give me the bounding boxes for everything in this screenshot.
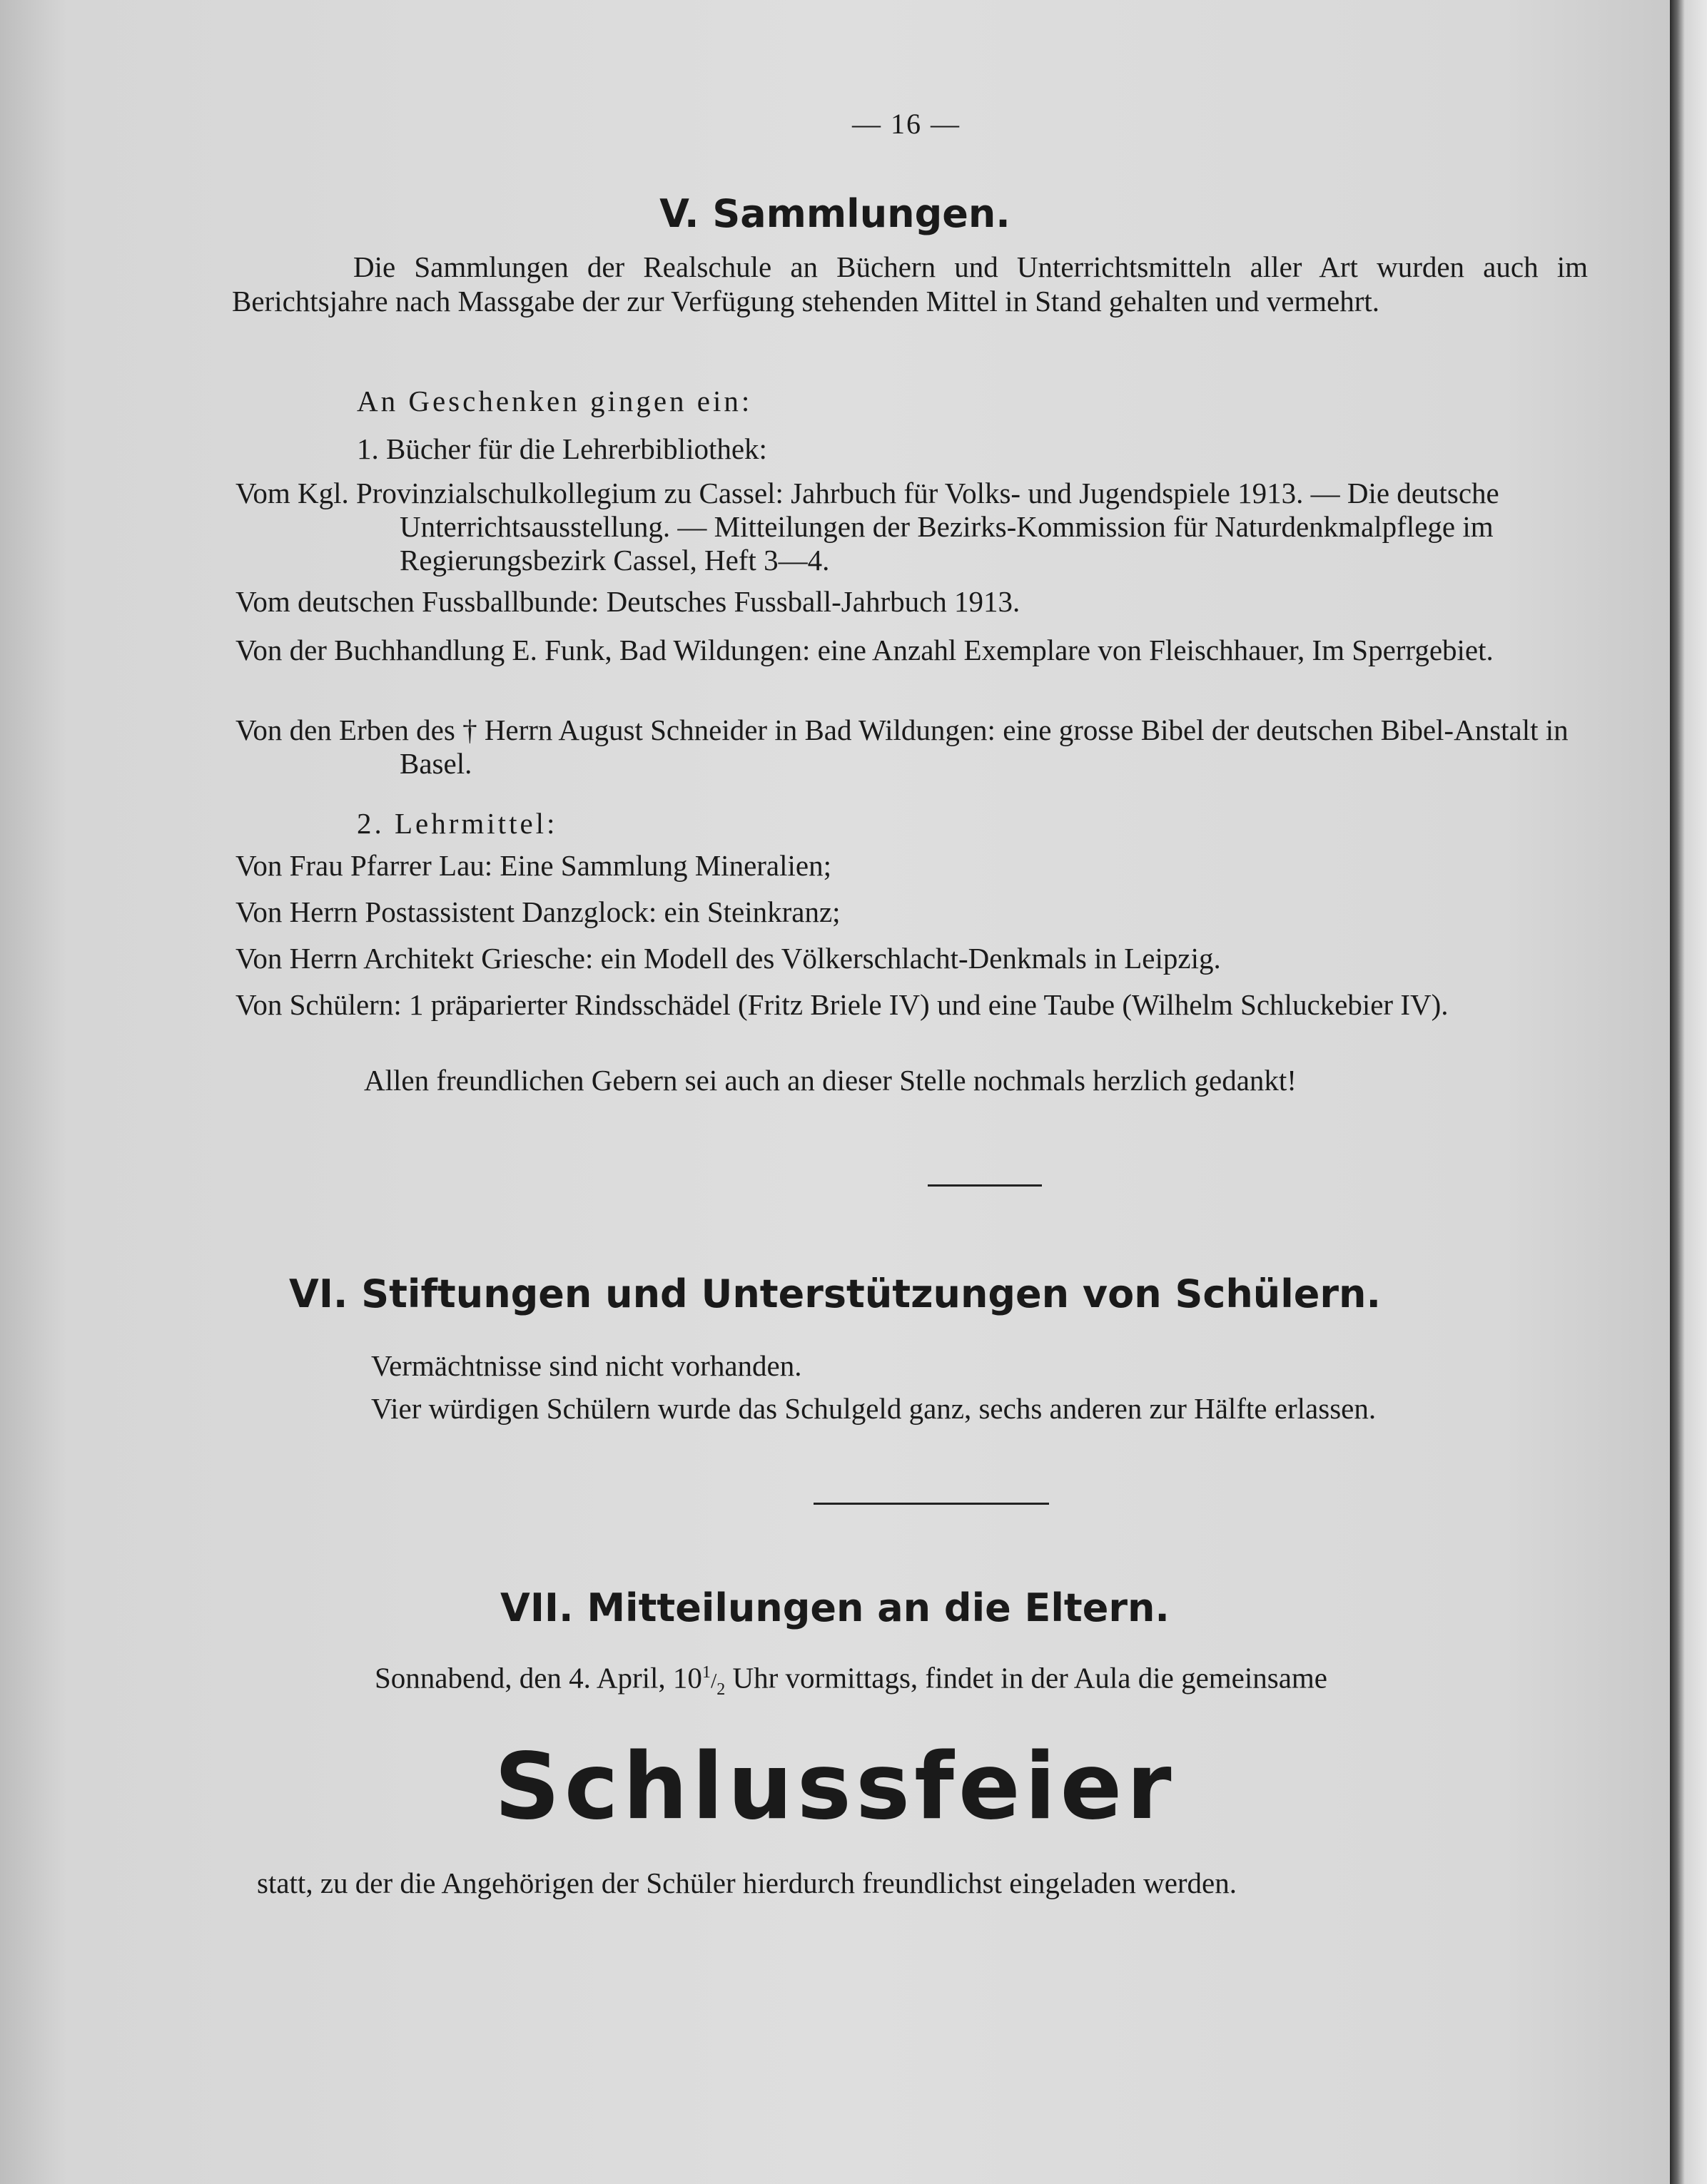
gifts-label: An Geschenken gingen ein: (357, 385, 753, 417)
page-number: — 16 — (852, 108, 961, 140)
material-entry: Von Herrn Postassistent Danzglock: ein Steinkranz; (235, 895, 841, 928)
section-5-heading: V. Sammlungen. (659, 191, 1010, 236)
section-7-line-1: Sonnabend, den 4. April, $10^1/_2$ Uhr vormittags, findet in der Aula die gemeinsame (375, 1661, 1327, 1699)
page-edge (1670, 0, 1707, 2184)
section-7-heading: VII. Mitteilungen an die Eltern. (500, 1585, 1170, 1630)
section-7-line-2: statt, zu der die Angehörigen der Schüler hierdurch freundlichst eingeladen werden. (257, 1866, 1237, 1899)
schlussfeier-title: Schlussfeier (494, 1734, 1176, 1840)
book-entry: Vom deutschen Fussballbunde: Deutsches Fussball-Jahrbuch 1913. (235, 585, 1020, 618)
books-label: 1. Bücher für die Lehrerbibliothek: (357, 432, 767, 465)
material-entry: Von Herrn Architekt Griesche: ein Modell des Völkerschlacht-Denkmals in Leipzig. (235, 942, 1221, 975)
section-5-intro: Die Sammlungen der Realschule an Büchern und Unterrichtsmitteln aller Art wurden auch im Berichtsjahre nach Massgabe der zur Verfügung stehenden Mittel in Stand gehalten und vermehrt. (232, 250, 1588, 318)
fraction-numerator: 1 (701, 1663, 711, 1682)
time-text: Uhr vormittags, findet in der Aula die gemeinsame (725, 1661, 1327, 1695)
book-entry: Vom Kgl. Provinzialschulkollegium zu Cassel: Jahrbuch für Volks- und Jugendspiele 1913. — Die deutsche Unterrichtsausstellung. — Mitteilungen der Bezirks-Kommission für Naturdenkmalpflege im Regierungsbezirk Cassel, Heft 3—4. (235, 477, 1499, 577)
section-6-line-2: Vier würdigen Schülern wurde das Schulgeld ganz, sechs anderen zur Hälfte erlassen. (371, 1392, 1377, 1425)
fraction-denominator: 2 (716, 1680, 726, 1699)
section-divider (814, 1503, 1049, 1505)
book-entry: Von den Erben des † Herrn August Schneider in Bad Wildungen: eine grosse Bibel der deutschen Bibel-Anstalt in Basel. (235, 713, 1569, 780)
material-entry: Von Schülern: 1 präparierter Rindsschädel (Fritz Briele IV) und eine Taube (Wilhelm Schluckebier IV). (235, 988, 1449, 1021)
thanks-line: Allen freundlichen Gebern sei auch an dieser Stelle nochmals herzlich gedankt! (364, 1064, 1297, 1097)
date-text: Sonnabend, den 4. April, 10 (375, 1661, 702, 1695)
book-entry: Von der Buchhandlung E. Funk, Bad Wildungen: eine Anzahl Exemplare von Fleischhauer, Im Sperrgebiet. (235, 634, 1494, 666)
materials-label: 2. Lehrmittel: (357, 807, 558, 840)
material-entry: Von Frau Pfarrer Lau: Eine Sammlung Mineralien; (235, 849, 831, 882)
section-divider (928, 1184, 1042, 1187)
section-6-heading: VI. Stiftungen und Unterstützungen von Schülern. (289, 1271, 1381, 1316)
section-6-line-1: Vermächtnisse sind nicht vorhanden. (371, 1349, 802, 1382)
